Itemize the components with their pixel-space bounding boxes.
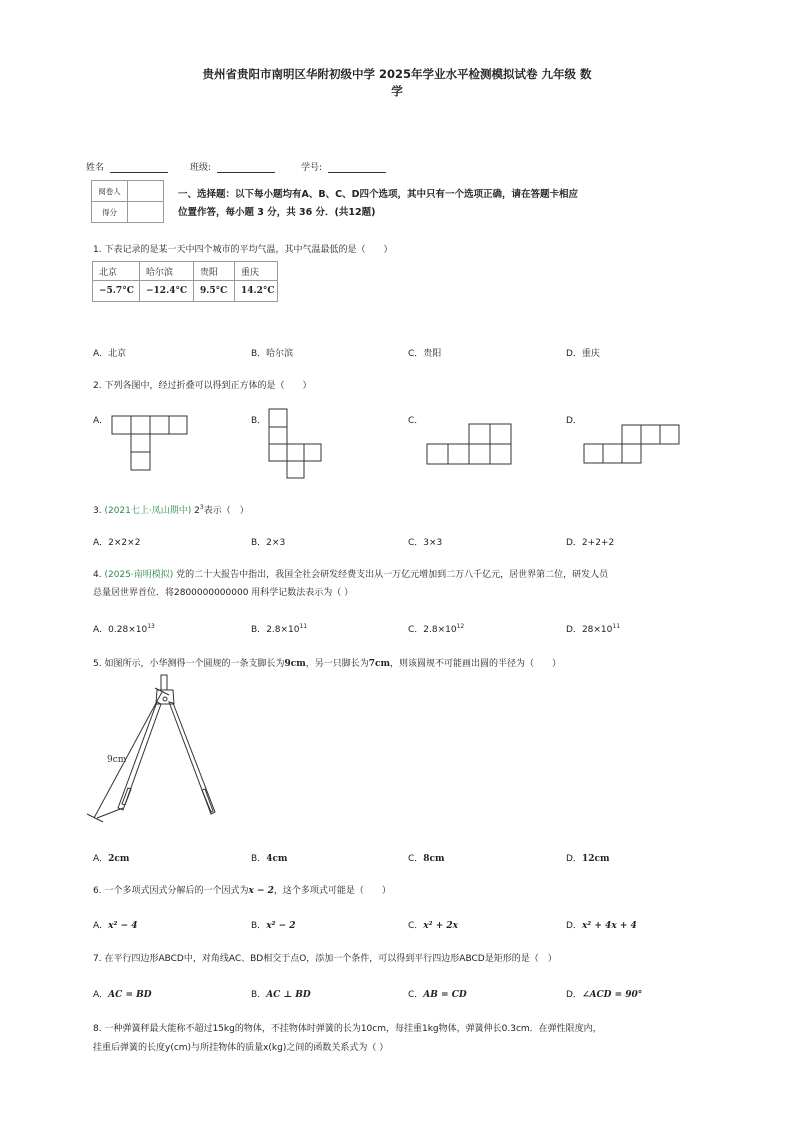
student-id-field[interactable]: 学号: — [301, 160, 386, 173]
question-1-text: 1. 下表记录的是某一天中四个城市的平均气温，其中气温最低的是（ ） — [93, 245, 393, 255]
compass-figure — [85, 672, 235, 832]
q4-option-a[interactable]: A．$0.28\times 10^{13}$ — [93, 623, 155, 635]
q7-option-a[interactable]: A．AC = BD — [93, 990, 152, 1000]
q5-option-b[interactable]: B．4cm — [251, 854, 288, 864]
q2-option-a[interactable]: A． — [93, 416, 109, 426]
q6-option-b[interactable]: B．x² − 2 — [251, 921, 296, 931]
net-b — [269, 409, 321, 478]
score-label: 得分 — [92, 202, 128, 223]
table-cell: 哈尔滨 — [140, 262, 194, 281]
q7-option-c[interactable]: C．AB = CD — [408, 990, 467, 1000]
question-6-text: 6. 一个多项式因式分解后的一个因式为x − 2，这个多项式可能是（ ） — [93, 886, 391, 896]
q3-option-d[interactable]: D．2+2+2 — [566, 538, 615, 548]
table-cell: 北京 — [93, 262, 140, 281]
question-2-text: 2. 下列各图中，经过折叠可以得到正方体的是（ ） — [93, 381, 312, 391]
table-cell: 贵阳 — [194, 262, 235, 281]
net-c — [427, 424, 511, 464]
table-cell: 14.2°C — [235, 281, 278, 302]
title-line-2: 学 — [391, 84, 403, 98]
question-5-text: 5. 如图所示，小华测得一个圆规的一条支脚长为9cm，另一只脚长为7cm，则该圆规不可能画出圆的半径为（ ） — [93, 659, 562, 669]
grader-label: 阅卷人 — [92, 181, 128, 202]
table-cell: −12.4°C — [140, 281, 194, 302]
question-7-text: 7. 在平行四边形ABCD中，对角线AC、BD相交于点O，添加一个条件，可以得到平行四边形ABCD是矩形的是（ ） — [93, 954, 557, 964]
section-header: 一、选择题：以下每小题均有A、B、C、D四个选项，其中只有一个选项正确，请在答题卡相应 位置作答，每小题 3 分，共 36 分．(共12题) — [178, 189, 578, 218]
compass-length-label: 9cm — [107, 755, 127, 765]
q2-option-d[interactable]: D． — [566, 416, 582, 426]
q6-option-c[interactable]: C．x² + 2x — [408, 921, 459, 931]
q4-option-c[interactable]: C．$2.8\times 10^{12}$ — [408, 623, 465, 635]
cube-nets-figure — [0, 0, 794, 480]
q3-option-c[interactable]: C．3×3 — [408, 538, 443, 548]
class-field[interactable]: 班级: — [190, 160, 275, 173]
q5-option-c[interactable]: C．8cm — [408, 854, 445, 864]
q3-option-b[interactable]: B．2×3 — [251, 538, 286, 548]
q1-option-c[interactable]: C．贵阳 — [408, 349, 442, 359]
question-3-text: 3. (2021七上·凤山期中) $2^3$表示（ ） — [93, 504, 249, 516]
q1-option-b[interactable]: B．哈尔滨 — [251, 349, 294, 359]
q3-option-a[interactable]: A．2×2×2 — [93, 538, 141, 548]
question-8-text: 8. 一种弹簧秤最大能称不超过15kg的物体，不挂物体时弹簧的长为10cm，每挂重1kg物体，弹簧伸长0.3cm．在弹性限度内， 挂重后弹簧的长度y(cm)与所挂物体的质量x(kg)之间的函数关系式为（ ） — [93, 1024, 602, 1053]
q2-option-b[interactable]: B． — [251, 416, 267, 426]
table-cell: 9.5°C — [194, 281, 235, 302]
question-source-tag: (2025·南明模拟) — [104, 570, 174, 580]
net-d — [584, 425, 679, 463]
q5-option-d[interactable]: D．12cm — [566, 854, 610, 864]
net-a — [112, 416, 187, 470]
title-line-1: 贵州省贵阳市南明区华附初级中学 2025年学业水平检测模拟试卷 九年级 数 — [202, 67, 592, 81]
q1-option-d[interactable]: D．重庆 — [566, 349, 600, 359]
q6-option-a[interactable]: A．x² − 4 — [93, 921, 138, 931]
q4-option-b[interactable]: B．$2.8\times 10^{11}$ — [251, 623, 308, 635]
q2-option-c[interactable]: C． — [408, 416, 424, 426]
q7-option-b[interactable]: B．AC ⊥ BD — [251, 990, 311, 1000]
q1-option-a[interactable]: A．北京 — [93, 349, 127, 359]
question-source-tag: (2021七上·凤山期中) — [104, 506, 192, 516]
question-4-text: 4. (2025·南明模拟) 党的二十大报告中指出，我国全社会研发经费支出从一万亿元增加到二万八千亿元，居世界第二位，研发人员 总量居世界首位．将2800000000000 用科学记数法表示为（ ） — [93, 570, 609, 598]
q7-option-d[interactable]: D．∠ACD = 90° — [566, 990, 643, 1000]
q5-option-a[interactable]: A．2cm — [93, 854, 130, 864]
q4-option-d[interactable]: D．$28\times 10^{11}$ — [566, 623, 621, 635]
table-cell: 重庆 — [235, 262, 278, 281]
q6-option-d[interactable]: D．x² + 4x + 4 — [566, 921, 637, 931]
name-field[interactable]: 姓名 — [86, 160, 168, 173]
table-cell: −5.7°C — [93, 281, 140, 302]
